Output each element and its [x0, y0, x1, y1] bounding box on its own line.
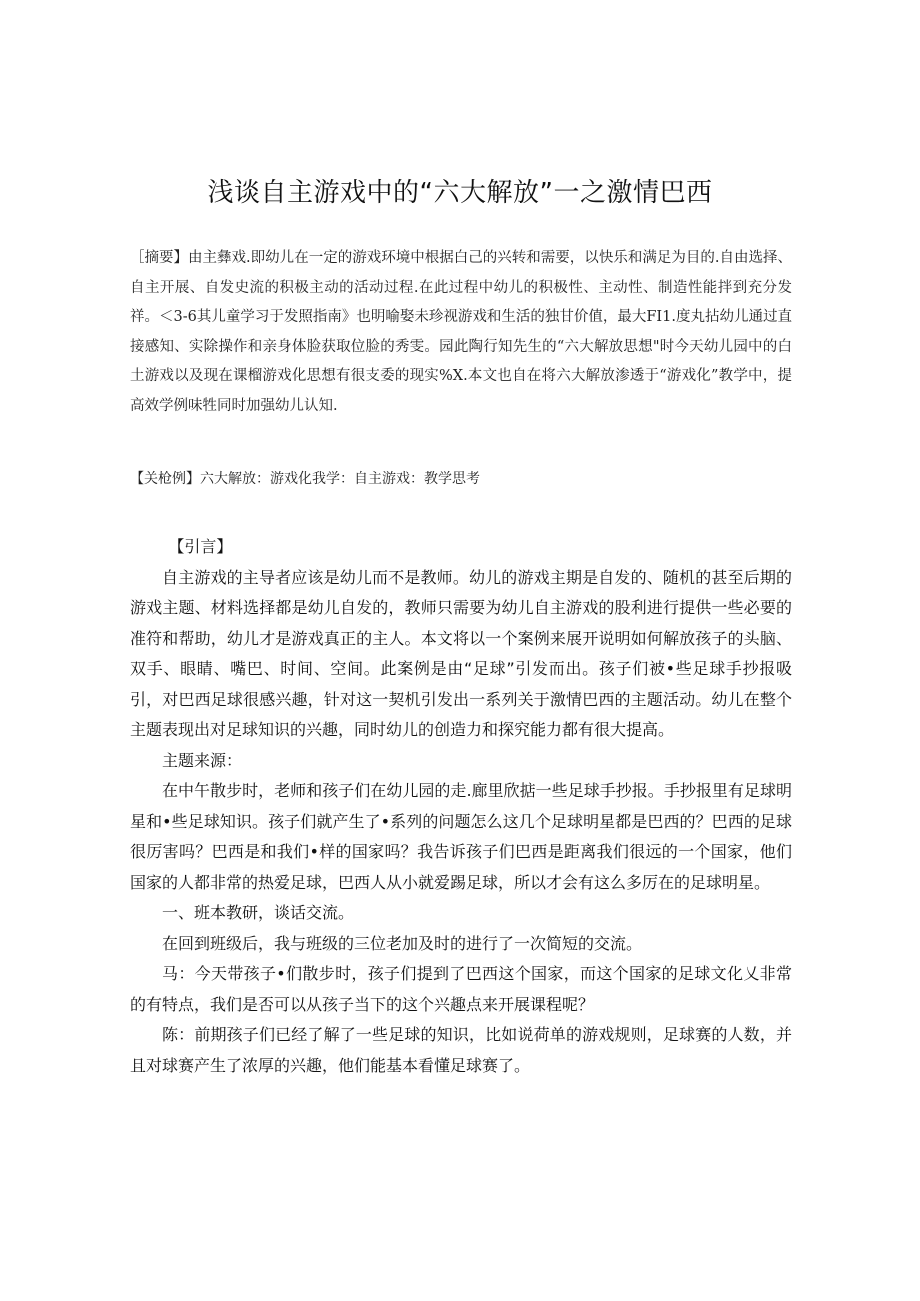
paragraph-discussion-intro: 在回到班级后，我与班级的三位老加及时的进行了一次简短的交流。 — [162, 933, 643, 953]
paragraph-theme-source: 在中午散步时，老师和孩子们在幼儿园的走.廊里欣掂一些足球手抄报。手抄报里有足球明星和•些足球知识。孩子们就产生了•系列的问题怎么这几个足球明星都是巴西的？巴西的足球很厉害吗？巴西是和我们•样的国家吗？我告诉孩子们巴西是距离我们很远的一个国家，他们国家的人都非常的热爱足球，巴西人从小就爱踢足球，所以才会有这么多厉在的足球明星。 — [130, 781, 792, 892]
keywords-label: 【关枪例】 — [130, 471, 200, 487]
paragraph-dialogue-chen: 陈：前期孩子们已经了解了一些足球的知识，比如说荷单的游戏规则，足球赛的人数，并且对球赛产生了浓厚的兴趣，他们能基本看懂足球赛了。 — [130, 1025, 792, 1075]
abstract-label: ［摘要】 — [130, 250, 189, 266]
keywords — [130, 466, 792, 492]
body-text — [130, 532, 792, 1081]
section-heading-introduction: 【引言】 — [168, 537, 233, 556]
abstract-text: 由主彝戏.即幼儿在一定的游戏环境中根据白己的兴转和需要，以快乐和满足为目的.自由选择、自主开展、自发史流的积极主动的活动过程.在此过程中幼儿的积极性、主动性、制造性能拌到充分发祥。＜3-6其儿童学习于发照指南》也明喻娶未珍视游戏和生活的独甘价值，最大FI1.度丸拈幼儿通过直接感知、实除操作和亲身体脸获取位脸的秀雯。园此陶行知先生的“六大解放思想"时今天幼儿园中的白土游戏以及现在课榴游戏化思想有很支委的现实%X.本文也自在将六大解放渗透于“游戏化”教学中，提高效学例味牲同时加强幼儿认知. — [130, 250, 793, 414]
abstract — [130, 244, 792, 421]
paragraph-theme-source-label: 主题来源： — [162, 750, 243, 770]
paragraph-introduction: 自主游戏的主导者应该是幼儿而不是教师。幼儿的游戏主期是自发的、随机的甚至后期的游戏主题、材料选择都是幼儿自发的，教师只需要为幼儿自主游戏的股利进行提供一些必要的准符和帮助，幼儿才是游戏真正的主人。本文将以一个案例来展开说明如何解放孩子的头脑、双手、眼睛、嘴巴、时间、空间。此案例是由“足球”引发而出。孩子们被•些足球手抄报吸引，对巴西足球很感兴趣，针对这一契机引发出一系列关于激情巴西的主题活动。幼儿在整个主题表现出对足球知识的兴趣，同时幼儿的创造力和探究能力都有很大提高。 — [130, 567, 792, 739]
document-title: 浅谈自主游戏中的“六大解放”一之激情巴西 — [207, 178, 713, 208]
section-heading-one: 一、班本教研，谈话交流。 — [162, 903, 355, 922]
keywords-text: 六大解放：游戏化我学：自主游戏：教学思考 — [200, 471, 480, 487]
paragraph-dialogue-ma: 马：今天带孩子•们散步时，孩子们提到了巴西这个国家，而这个国家的足球文化乂非常的有特点，我们是否可以从孩子当下的这个兴趣点来开展课程呢？ — [130, 964, 792, 1014]
